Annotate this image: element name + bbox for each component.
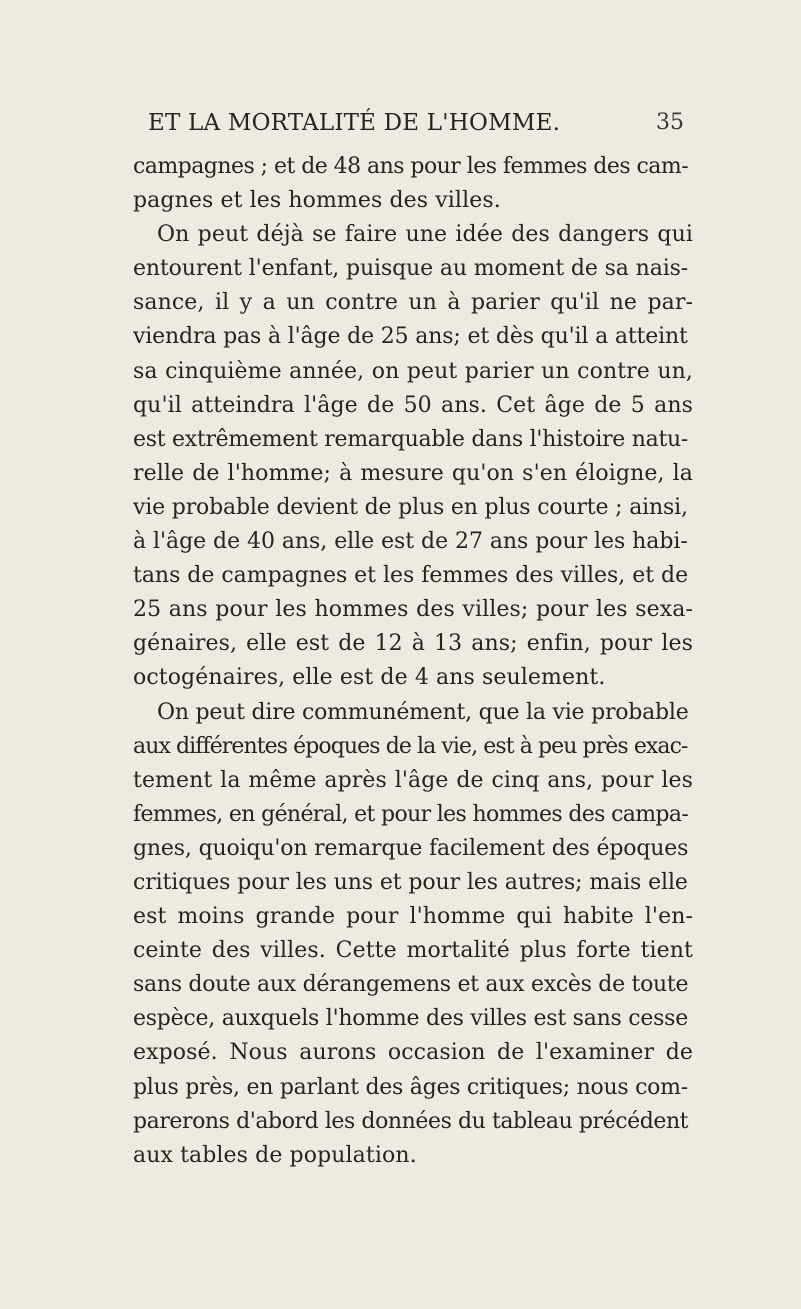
text-line: relle de l'homme; à mesure qu'on s'en éloigne, la [133, 460, 693, 486]
text-line: est moins grande pour l'homme qui habite l'en- [133, 904, 693, 930]
text-line: à l'âge de 40 ans, elle est de 27 ans pour les habi- [133, 529, 688, 555]
text-line: sa cinquième année, on peut parier un contre un, [133, 358, 693, 384]
text-line: sans doute aux dérangemens et aux excès de toute [133, 972, 689, 998]
text-line: vie probable devient de plus en plus courte ; ainsi, [133, 494, 688, 520]
text-line: espèce, auxquels l'homme des villes est sans cesse [133, 1006, 688, 1032]
text-line: gnes, quoiqu'on remarque facilement des époques [133, 835, 689, 861]
text-line: critiques pour les uns et pour les autres; mais elle [133, 869, 688, 895]
text-line: tans de campagnes et les femmes des villes, et de [133, 563, 689, 589]
text-line: 25 ans pour les hommes des villes; pour les sexa- [133, 597, 693, 623]
text-line: est extrêmement remarquable dans l'histoire natu- [133, 426, 689, 452]
text-line: tement la même après l'âge de cinq ans, pour les [133, 767, 693, 793]
text-line: pagnes et les hommes des villes. [133, 188, 501, 214]
text-line: sance, il y a un contre un à parier qu'il ne par- [133, 290, 693, 316]
text-line: viendra pas à l'âge de 25 ans; et dès qu'il a atteint [133, 324, 688, 350]
text-line: plus près, en parlant des âges critiques; nous com- [133, 1074, 688, 1100]
text-line: entourent l'enfant, puisque au moment de sa nais- [133, 256, 689, 282]
text-line: exposé. Nous aurons occasion de l'examiner de [133, 1040, 693, 1066]
text-line: femmes, en général, et pour les hommes des campa- [133, 801, 689, 827]
body-text [133, 150, 693, 1173]
running-title: ET LA MORTALITÉ DE L'HOMME. [148, 110, 561, 136]
text-line: On peut déjà se faire une idée des dangers qui [157, 222, 693, 248]
text-line: campagnes ; et de 48 ans pour les femmes des cam- [133, 154, 689, 179]
text-line: parerons d'abord les données du tableau précédent [133, 1108, 689, 1134]
text-line: aux tables de population. [133, 1142, 417, 1168]
text-line: octogénaires, elle est de 4 ans seulement. [133, 665, 606, 691]
text-line: On peut dire communément, que la vie probable [157, 699, 689, 725]
page-number: 35 [656, 110, 684, 135]
text-line: qu'il atteindra l'âge de 50 ans. Cet âge de 5 ans [133, 392, 693, 418]
text-line: ceinte des villes. Cette mortalité plus forte tient [133, 938, 693, 964]
text-line: génaires, elle est de 12 à 13 ans; enfin, pour les [133, 631, 693, 657]
text-line: aux différentes époques de la vie, est à peu près exac- [133, 733, 688, 759]
